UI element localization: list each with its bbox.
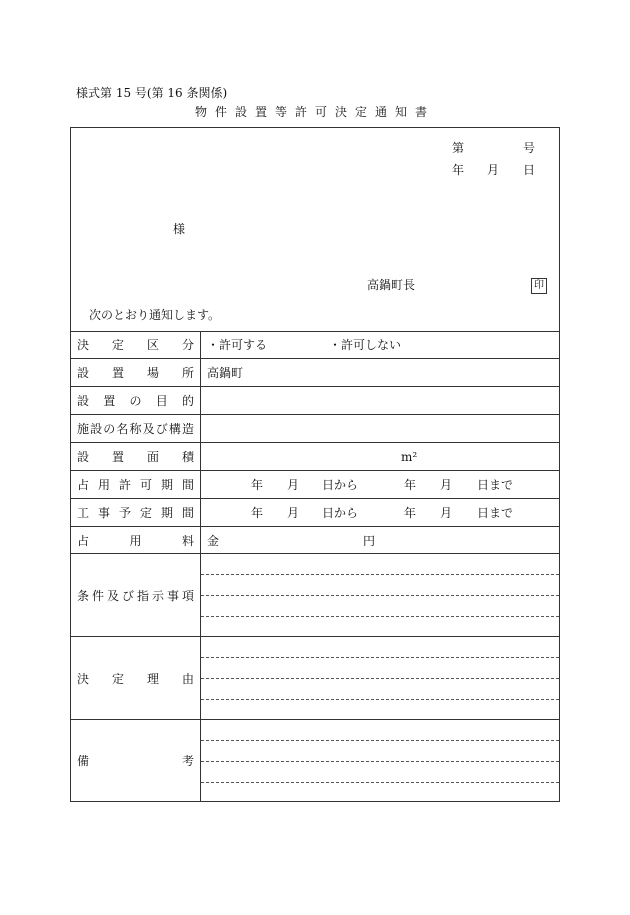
- header-area: [71, 128, 559, 332]
- form-number: 様式第 15 号(第 16 条関係): [76, 86, 228, 100]
- option-permit[interactable]: ・許可する: [207, 338, 268, 352]
- seal-mark: 印: [531, 278, 547, 294]
- value-facility-name[interactable]: [201, 415, 559, 442]
- label-decision: 決定区分: [71, 331, 201, 358]
- label-fee: 占用料: [71, 527, 201, 553]
- dashed-line: [201, 657, 559, 658]
- dashed-line: [201, 761, 559, 762]
- area-unit: m²: [401, 449, 418, 464]
- dashed-line: [201, 782, 559, 783]
- label-construction-period: 工事予定期間: [71, 499, 201, 526]
- value-fee[interactable]: [201, 527, 559, 553]
- label-remarks: 備考: [71, 720, 201, 801]
- dashed-line: [201, 678, 559, 679]
- row-location: [71, 359, 559, 387]
- fee-prefix: 金: [207, 533, 220, 548]
- label-purpose: 設置の目的: [71, 387, 201, 414]
- addressee-honorific: 様: [173, 222, 186, 236]
- label-area: 設置面積: [71, 443, 201, 470]
- number-prefix: 第: [452, 141, 465, 155]
- fee-unit: 円: [363, 533, 376, 548]
- row-remarks: [71, 720, 559, 801]
- row-decision: [71, 331, 559, 359]
- issuer-name: 高鍋町長: [367, 278, 416, 292]
- option-deny[interactable]: ・許可しない: [329, 338, 402, 352]
- form-frame: [70, 127, 560, 802]
- value-occupancy-period[interactable]: 年 月 日から 年 月 日まで: [251, 478, 514, 492]
- value-construction-period[interactable]: 年 月 日から 年 月 日まで: [251, 506, 514, 520]
- row-area: [71, 443, 559, 471]
- date-year: 年: [452, 163, 465, 177]
- dashed-line: [201, 574, 559, 575]
- number-suffix: 号: [523, 141, 536, 155]
- row-occupancy-period: [71, 471, 559, 499]
- value-location[interactable]: 高鍋町: [207, 366, 244, 380]
- dashed-line: [201, 595, 559, 596]
- label-location: 設置場所: [71, 359, 201, 386]
- dashed-line: [201, 616, 559, 617]
- row-facility-name: [71, 415, 559, 443]
- dashed-line: [201, 740, 559, 741]
- row-purpose: [71, 387, 559, 415]
- label-facility-name: 施設の名称及び構造: [71, 415, 201, 442]
- date-month: 月: [487, 163, 500, 177]
- label-conditions: 条件及び指示事項: [71, 554, 201, 636]
- dashed-line: [201, 699, 559, 700]
- row-fee: [71, 527, 559, 554]
- label-occupancy-period: 占用許可期間: [71, 471, 201, 498]
- value-purpose[interactable]: [201, 387, 559, 414]
- document-title: 物件設置等許可決定通知書: [194, 105, 435, 119]
- row-reason: [71, 637, 559, 720]
- intro-text: 次のとおり通知します。: [89, 308, 221, 322]
- label-reason: 決定理由: [71, 637, 201, 719]
- value-decision: [201, 331, 559, 358]
- row-construction-period: [71, 499, 559, 527]
- row-conditions: [71, 554, 559, 637]
- value-area[interactable]: [201, 443, 559, 470]
- date-day: 日: [523, 163, 536, 177]
